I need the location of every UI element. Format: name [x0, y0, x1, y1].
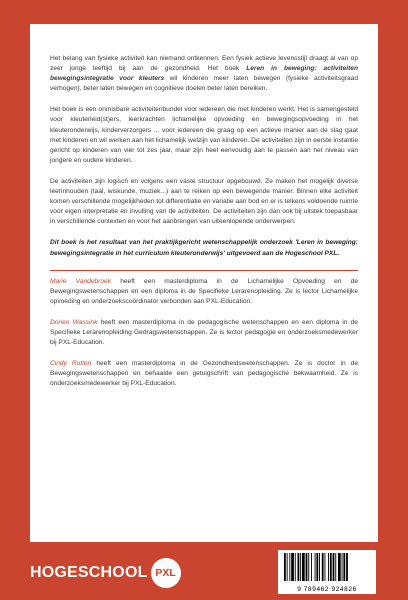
- barcode-bar: [300, 553, 301, 581]
- barcode-bar: [342, 553, 343, 581]
- barcode-bar: [343, 553, 345, 581]
- author-bio: Marie Vandebroek heeft een masterdiploma in de Lichamelijke Opvoeding en de Bewegingswetenschappen en een diploma in de Specifieke Lerarenopleiding. Ze is lector Lichamelijke opvoeding en onderzoekscoördinator verbonden aan PXL-Education.: [50, 277, 358, 305]
- research-statement: Dit boek is het resultaat van het praktijkgericht wetenschappelijk onderzoek 'Leren in beweging: bewegingsintegratie in het curriculum kleuteronderwijs' uitgevoerd aan de Hogeschool PXL.: [50, 239, 358, 257]
- barcode-bar: [328, 553, 329, 581]
- barcode-bar: [311, 553, 312, 581]
- book-title-inline: Leren in beweging: activiteiten bewegingsintegratie voor kleuters: [50, 65, 358, 83]
- barcode-bar: [346, 553, 348, 581]
- barcode-bar: [333, 553, 335, 581]
- intro-paragraph-1: Het belang van fysieke activiteit kan niemand ontkennen. Een fysiek actieve levensstijl draagt al van op zeer jonge leeftijd bij aan de gezondheid. Het boek Leren in beweging: activiteiten bewegingsintegratie voor kleuters wil kinderen meer laten bewegen (fysieke activiteitsgraad verhogen), beter laten bewegen en cognitieve doelen beter laten bereiken.: [50, 55, 358, 93]
- blurb-panel: [30, 24, 378, 542]
- barcode-bar: [295, 553, 296, 581]
- barcode-bar: [302, 553, 305, 581]
- barcode-bar: [335, 553, 336, 581]
- barcode-bar: [316, 553, 318, 581]
- author-bio: Dorien Wassink heeft een masterdiploma in de pedagogische wetenschappen en een diploma in de Specifieke Lerarenopleiding Gedragswetenschappen. Ze is lector pedagogie en onderzoeksmedewerker bij PXL-Education.: [50, 318, 358, 347]
- barcode-bar: [289, 553, 290, 581]
- isbn-barcode: [278, 550, 376, 594]
- barcode-bars: [284, 553, 370, 581]
- author-name: Cindy Rutten: [50, 360, 92, 368]
- barcode-bar: [291, 553, 294, 581]
- cover-footer: [30, 545, 378, 593]
- logo-wordmark: HOGESCHOOL: [30, 564, 148, 581]
- barcode-bar: [319, 553, 320, 581]
- publisher-logo: [30, 558, 181, 588]
- section-divider: [50, 270, 358, 271]
- barcode-bar: [315, 553, 316, 581]
- barcode-bar: [284, 553, 286, 581]
- intro-paragraph-3: De activiteiten zijn logisch en volgens een vaste structuur opgebouwd. Ze maken het mogelijk diverse leerinhouden (taal, wiskunde, muziek...) aan te reiken op een bewegende manier. Binnen elke activiteit komen verschillende mogelijkheden tot differentiatie en variatie aan bod en er is telkens voldoende ruimte voor eigen interpretatie en invulling van de activiteiten. De activiteiten zijn dan ook bij uitstek toepasbaar in verschillende contexten en voor het aanbrengen van uiteenlopende onderwerpen.: [50, 177, 358, 226]
- barcode-bar: [287, 553, 288, 581]
- barcode-bar: [325, 553, 326, 581]
- intro-paragraph-2: Het boek is een onmisbare activiteitenbundel voor iedereen die met kinderen werkt. Het is samengesteld voor kleuterleid(st)ers, leerkrachten lichamelijke opvoeding en bewegingsopvoeding in het kleuteronderwijs, kinderverzorgers ... voor iedereen die graag op een actieve manier aan de slag gaat met kinderen en wil werken aan het lichamelijk welzijn van kinderen. De activiteiten zijn in eerste instantie gericht op kinderen van vier tot zes jaar, maar zijn heel eenvoudig aan te passen aan het niveau van jongere en oudere kinderen.: [50, 106, 358, 164]
- author-name: Marie Vandebroek: [50, 277, 111, 285]
- barcode-bar: [330, 553, 332, 581]
- barcode-bar: [306, 553, 308, 581]
- logo-badge: PXL: [151, 558, 181, 588]
- isbn-number: 9 789462 924826: [297, 586, 357, 593]
- barcode-bar: [338, 553, 341, 581]
- author-name: Dorien Wassink: [50, 318, 98, 326]
- author-bio: Cindy Rutten heeft een masterdiploma in de Gezondheidswetenschappen. Ze is doctor in de Bewegingswetenschappen en behaalde een getuigschrift van pedagogische bekwaamheid. Ze is onderzoeksmedewerker bij PXL-Education.: [50, 360, 358, 388]
- barcode-bar: [322, 553, 324, 581]
- barcode-bar: [308, 553, 309, 581]
- barcode-bar: [298, 553, 300, 581]
